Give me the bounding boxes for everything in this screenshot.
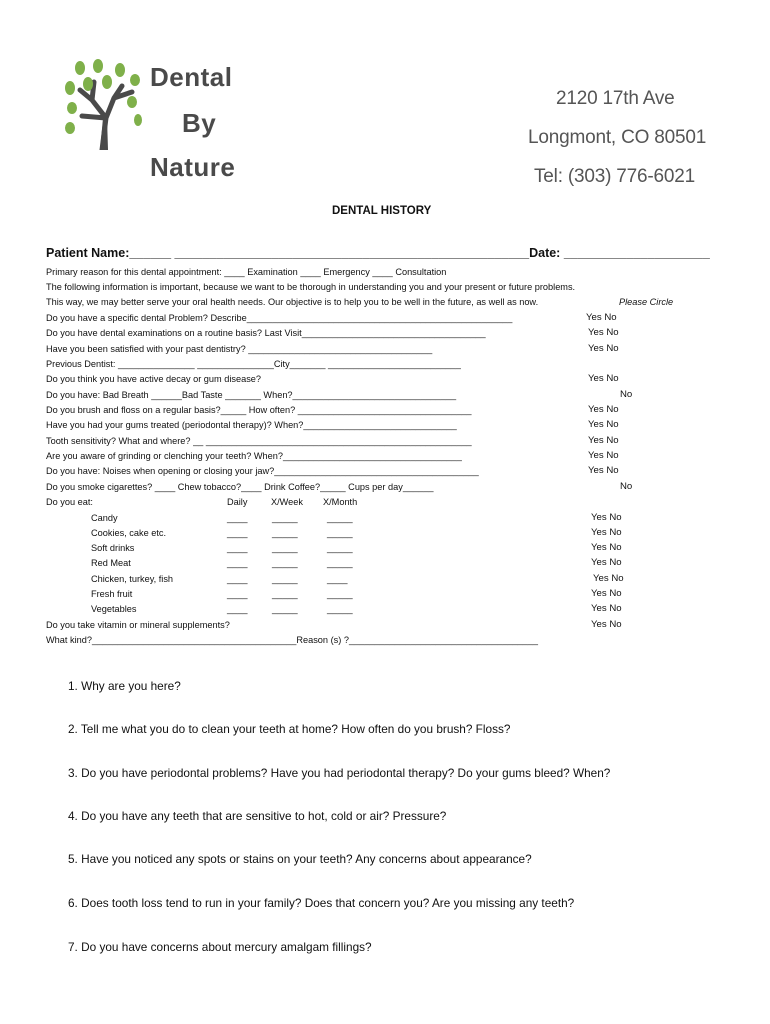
- decay-line: Do you think you have active decay or gum disease?: [46, 374, 262, 384]
- yes-no-option[interactable]: Yes No: [588, 327, 619, 338]
- diet-item-name: Cookies, cake etc.: [91, 528, 167, 538]
- diet-item-daily: ____: [227, 513, 248, 523]
- yes-no-option[interactable]: Yes No: [591, 588, 622, 599]
- routine-exam-line: Do you have dental examinations on a routine basis? Last Visit____________________________________: [46, 328, 486, 338]
- diet-item-week: _____: [272, 528, 298, 538]
- question-2: 2. Tell me what you do to clean your teeth at home? How often do you brush? Floss?: [68, 722, 511, 736]
- logo-line-1: Dental: [150, 62, 233, 92]
- dental-problem-line: Do you have a specific dental Problem? Describe____________________________________________________: [46, 313, 513, 323]
- diet-item-name: Soft drinks: [91, 543, 135, 553]
- yes-no-option[interactable]: No: [620, 481, 633, 492]
- diet-item-name: Vegetables: [91, 604, 137, 614]
- diet-item-month: _____: [327, 604, 353, 614]
- yes-no-option[interactable]: Yes No: [588, 404, 619, 415]
- diet-item-month: _____: [327, 528, 353, 538]
- diet-item-week: _____: [272, 574, 298, 584]
- diet-item-month: ____: [327, 574, 348, 584]
- diet-item-daily: ____: [227, 558, 248, 568]
- yes-no-option[interactable]: Yes No: [588, 419, 619, 430]
- sensitivity-line: Tooth sensitivity? What and where? __ ____________________________________________________: [46, 436, 472, 446]
- diet-item-daily: ____: [227, 604, 248, 614]
- yes-no-option[interactable]: Yes No: [591, 557, 622, 568]
- what-kind-line: What kind?________________________________________Reason (s) ?_____________________________________: [46, 635, 538, 645]
- vitamins-line: Do you take vitamin or mineral supplements?: [46, 620, 230, 630]
- address-city: Longmont, CO 80501: [528, 127, 707, 148]
- yes-no-option[interactable]: Yes No: [588, 435, 619, 446]
- yes-no-option[interactable]: Yes No: [591, 527, 622, 538]
- diet-header-month: X/Month: [323, 497, 358, 507]
- intro-line-1: The following information is important, because we want to be thorough in understanding you and your present or future problems.: [46, 282, 576, 292]
- yes-no-option[interactable]: Yes No: [591, 512, 622, 523]
- diet-item-name: Candy: [91, 513, 118, 523]
- yes-no-option[interactable]: Yes No: [588, 373, 619, 384]
- diet-header-daily: Daily: [227, 497, 248, 507]
- diet-header-week: X/Week: [271, 497, 303, 507]
- diet-item-week: _____: [272, 543, 298, 553]
- diet-item-month: _____: [327, 513, 353, 523]
- previous-dentist-line: Previous Dentist: _______________ _______________City_______ __________________________: [46, 359, 461, 369]
- question-4: 4. Do you have any teeth that are sensitive to hot, cold or air? Pressure?: [68, 809, 447, 823]
- yes-no-option[interactable]: Yes No: [593, 573, 624, 584]
- diet-item-month: _____: [327, 589, 353, 599]
- diet-item-name: Chicken, turkey, fish: [91, 574, 174, 584]
- question-1: 1. Why are you here?: [68, 679, 181, 693]
- diet-item-daily: ____: [227, 574, 248, 584]
- logo-line-3: Nature: [150, 152, 236, 182]
- satisfied-line: Have you been satisfied with your past dentistry? ____________________________________: [46, 344, 433, 354]
- yes-no-option[interactable]: Yes No: [591, 603, 622, 614]
- diet-item-week: _____: [272, 513, 298, 523]
- diet-item-month: _____: [327, 558, 353, 568]
- question-7: 7. Do you have concerns about mercury amalgam fillings?: [68, 940, 372, 954]
- yes-no-option[interactable]: Yes No: [591, 542, 622, 553]
- yes-no-option[interactable]: Yes No: [588, 465, 619, 476]
- diet-item-week: _____: [272, 558, 298, 568]
- gums-treated-line: Have you had your gums treated (periodontal therapy)? When?______________________________: [46, 420, 457, 430]
- primary-reason-line: Primary reason for this dental appointment: ____ Examination ____ Emergency ____ Consultation: [46, 267, 447, 277]
- intro-line-2: This way, we may better serve your oral health needs. Our objective is to help you to be well in the future, as well as now.: [46, 297, 539, 307]
- grinding-line: Are you aware of grinding or clenching your teeth? When?___________________________________: [46, 451, 462, 461]
- yes-no-option[interactable]: No: [620, 389, 633, 400]
- diet-item-daily: ____: [227, 589, 248, 599]
- diet-item-week: _____: [272, 604, 298, 614]
- please-circle-note: Please Circle: [619, 297, 674, 307]
- address-street: 2120 17th Ave: [556, 88, 675, 109]
- patient-name-date-line: Patient Name:______ ___________________________________________________Date: _____________________: [46, 246, 710, 260]
- diet-item-daily: ____: [227, 528, 248, 538]
- logo-tree-icon: [62, 58, 152, 150]
- question-3: 3. Do you have periodontal problems? Have you had periodontal therapy? Do your gums bleed? When?: [68, 766, 611, 780]
- diet-item-name: Fresh fruit: [91, 589, 133, 599]
- diet-item-month: _____: [327, 543, 353, 553]
- question-6: 6. Does tooth loss tend to run in your family? Does that concern you? Are you missing any teeth?: [68, 896, 575, 910]
- yes-no-option[interactable]: Yes No: [588, 450, 619, 461]
- diet-item-name: Red Meat: [91, 558, 131, 568]
- yes-no-option[interactable]: Yes No: [591, 619, 622, 630]
- diet-item-week: _____: [272, 589, 298, 599]
- form-title: DENTAL HISTORY: [332, 205, 432, 217]
- diet-item-daily: ____: [227, 543, 248, 553]
- yes-no-option[interactable]: Yes No: [588, 343, 619, 354]
- yes-no-option[interactable]: Yes No: [586, 312, 617, 323]
- bad-breath-line: Do you have: Bad Breath ______Bad Taste _______ When?________________________________: [46, 390, 457, 400]
- question-5: 5. Have you noticed any spots or stains on your teeth? Any concerns about appearance?: [68, 852, 532, 866]
- do-you-eat-line: Do you eat:: [46, 497, 93, 507]
- brush-floss-line: Do you brush and floss on a regular basis?_____ How often? __________________________________: [46, 405, 472, 415]
- address-phone: Tel: (303) 776-6021: [534, 166, 695, 187]
- smoking-line: Do you smoke cigarettes? ____ Chew tobacco?____ Drink Coffee?_____ Cups per day______: [46, 482, 434, 492]
- logo-line-2: By: [182, 108, 217, 138]
- jaw-noise-line: Do you have: Noises when opening or closing your jaw?________________________________________: [46, 466, 479, 476]
